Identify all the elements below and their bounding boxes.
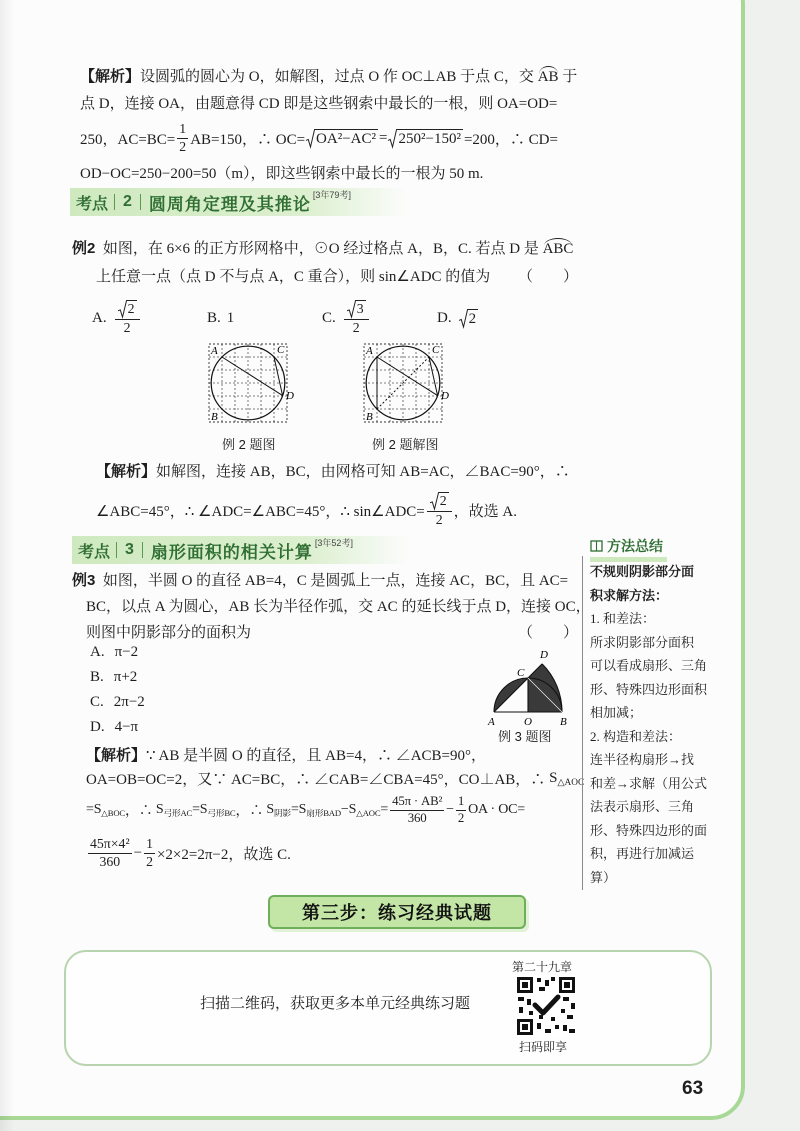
fraction-numerator: [456, 795, 466, 811]
text-run: 3: [356, 301, 364, 317]
area-symbol-subscript: 弓形BC: [207, 808, 236, 819]
analysis-top-line-2: [80, 88, 578, 116]
text-run: 上任意一点（点 D 不与点 A，C 重合），则 sin∠ADC 的值为: [96, 268, 491, 285]
option-value: [458, 309, 480, 328]
fraction-numerator: [390, 795, 444, 811]
grid-border: [209, 344, 287, 422]
text-run: 1: [146, 835, 153, 851]
bold-label: 【解析】: [86, 746, 147, 764]
radical-sign-icon: [459, 309, 468, 328]
book-icon: [590, 540, 603, 552]
fraction-denominator: [406, 811, 429, 826]
method-summary-header: [590, 536, 667, 562]
radicand: [439, 492, 449, 510]
option-value: 2π−2: [113, 693, 145, 710]
area-symbol: [94, 802, 125, 818]
method-body-line: 算）: [590, 869, 617, 885]
method-body-line: 2. 构造和差法：: [590, 728, 682, 744]
example-3-line-2: [86, 591, 591, 619]
text-run: BC，以点 A 为圆心，AB 长为半径作弧，交 AC 的延长线于点 D，连接 OC，: [86, 598, 591, 615]
bold-label: 例3: [72, 571, 96, 589]
option-label: C.: [90, 693, 104, 710]
area-symbol-subscript: △BOC: [101, 808, 125, 819]
fraction-denominator: [456, 811, 466, 826]
text-run: OA²−AC²: [316, 130, 377, 147]
arc-notation: AB: [538, 65, 559, 86]
fraction: [456, 795, 466, 826]
text-run: 250，AC=BC=: [80, 131, 176, 148]
option-value: [227, 310, 235, 327]
example-3-caption: 例 3 题图: [498, 729, 552, 744]
text-run: 2: [439, 493, 447, 509]
section-title: 圆周角定理及其推论: [148, 194, 311, 214]
method-summary-title: 方法总结: [607, 538, 663, 554]
area-symbol-base: S: [93, 802, 102, 817]
text-run: 2: [435, 512, 443, 528]
point-label-c: C: [432, 344, 440, 356]
example-3-option-b: [90, 665, 137, 689]
example-2-option-b: [207, 298, 234, 338]
radicand: [315, 129, 378, 148]
radical-sign-icon: [306, 129, 315, 148]
area-symbol-base: S: [549, 769, 558, 786]
method-body-line: 相加减；: [590, 705, 643, 720]
fraction: [390, 795, 444, 826]
point-label-d: D: [286, 390, 294, 402]
text-run: 2: [352, 320, 360, 336]
fraction-numerator: [427, 492, 452, 512]
text-run: −: [133, 844, 143, 861]
example-2-solution-figure: [358, 338, 454, 432]
area-symbol-subscript: 弓形AC: [163, 808, 193, 819]
square-root: [430, 492, 449, 510]
radical-sign-icon: [388, 129, 397, 148]
point-label-a: A: [211, 345, 218, 357]
section-tag: 考点: [76, 195, 109, 213]
square-root: [459, 309, 479, 328]
example-2-analysis-line-1: [96, 456, 576, 484]
fraction: [144, 837, 155, 870]
radicand: [468, 309, 479, 328]
square-root: [306, 129, 378, 148]
method-body-line: 形、特殊四边形面积: [590, 681, 708, 697]
option-value: π+2: [113, 668, 138, 685]
text-run: AB=150，∴ OC=: [190, 131, 306, 148]
fraction-numerator: [144, 837, 155, 854]
shaded-region-right: [528, 664, 562, 712]
section-header-kaodian-2: [70, 188, 406, 216]
method-body-line: 形、特殊四边形的面: [590, 822, 708, 838]
fraction: [115, 300, 140, 336]
area-symbol: [549, 770, 584, 787]
text-run: 1: [457, 793, 465, 808]
fraction-numerator: [115, 300, 140, 320]
area-symbol-subscript: 阴影: [274, 808, 291, 819]
fraction-denominator: [97, 854, 122, 870]
example-3-option-c: [90, 690, 145, 714]
fraction-denominator: [351, 320, 362, 336]
bold-label: 【解析】: [96, 462, 157, 480]
text-run: 360: [407, 810, 427, 825]
section-number: 2: [114, 194, 141, 210]
radical-sign-icon: [118, 300, 127, 318]
area-symbol: [156, 802, 192, 818]
text-run: 于: [558, 68, 578, 85]
text-run: ，∴: [235, 804, 267, 819]
section-tag: 考点: [78, 543, 111, 561]
area-symbol-base: S: [199, 802, 208, 817]
fraction-numerator: [177, 122, 188, 139]
fraction-numerator: [88, 837, 132, 854]
text-run: =200，∴ CD=: [463, 131, 558, 148]
radicand: [127, 300, 137, 318]
area-symbol-base: S: [298, 802, 307, 817]
answer-parentheses: （ ）: [518, 625, 579, 641]
method-body-line: 所求阴影部分面积: [590, 634, 695, 650]
text-run: 1: [179, 120, 187, 136]
method-body-line: 法表示扇形、三角: [590, 799, 695, 814]
option-value: 4−π: [114, 718, 139, 735]
area-symbol: [266, 802, 291, 818]
example-3-analysis-line-2: [86, 764, 585, 792]
text-run: OA=OB=OC=2，又∵ AC=BC，∴ ∠CAB=∠CBA=45°，CO⊥AB，∴: [86, 771, 550, 788]
section-number: 3: [116, 542, 143, 558]
method-body-line: 和差→求解（用公式: [590, 775, 708, 791]
area-symbol-base: S: [266, 802, 275, 817]
step-3-banner: 第三步：练习经典试题: [268, 895, 526, 929]
text-run: 如图，半圆 O 的直径 AB=4，C 是圆弧上一点，连接 AC，BC，且 AC=: [95, 572, 569, 589]
qr-scan-label: 扫码即享: [519, 1040, 568, 1054]
point-label-b: B: [366, 411, 373, 423]
text-run: ∵ AB 是半圆 O 的直径，且 AB=4，∴ ∠ACB=90°，: [146, 747, 486, 764]
binding-shadow: [0, 0, 14, 1131]
text-run: 45π×4²: [90, 835, 130, 851]
text-run: ，∴: [125, 804, 156, 819]
radicand: [397, 129, 462, 148]
area-symbol-subscript: 扇形BAD: [306, 808, 341, 819]
method-summary-body: [590, 560, 708, 889]
area-symbol: [349, 802, 381, 818]
area-symbol-base: S: [348, 802, 357, 817]
grid-lines: [209, 344, 287, 422]
point-label-a: A: [488, 716, 495, 728]
point-label-b: B: [560, 716, 567, 728]
text-run: ×2×2=2π−2，故选 C.: [156, 846, 291, 863]
example-2-figure: [203, 338, 299, 432]
area-symbol-base: S: [155, 802, 164, 817]
text-run: 设圆弧的圆心为 O，如解图，过点 O 作 OC⊥AB 于点 C，交: [140, 68, 538, 85]
text-run: −: [446, 802, 454, 817]
text-run: ∠ABC=45°，∴ ∠ADC=∠ABC=45°，∴ sin∠ADC=: [96, 503, 425, 520]
qr-code[interactable]: [515, 975, 577, 1037]
text-run: ，故选 A.: [453, 503, 517, 520]
text-run: OD−OC=250−200=50（m），即这些钢索中最长的一根为 50 m.: [80, 165, 484, 182]
qr-promo-text: 扫描二维码，获取更多本单元经典练习题: [200, 995, 471, 1012]
radical-sign-icon: [430, 492, 439, 510]
text-run: 45π · AB²: [392, 793, 443, 808]
method-body-line: 1. 和差法：: [590, 611, 656, 626]
radicand: [356, 300, 366, 318]
analysis-top-line-4: [80, 158, 578, 186]
text-run: 2: [468, 310, 477, 327]
answer-parentheses: （ ）: [518, 269, 579, 285]
example-2-line-1: [72, 233, 574, 261]
example-3-line-3: [86, 617, 486, 645]
option-label: B.: [207, 309, 221, 326]
example-2-analysis-line-2: [96, 490, 576, 530]
point-label-a: A: [366, 345, 373, 357]
analysis-top-line-3: [80, 118, 578, 158]
fraction-denominator: [122, 320, 133, 336]
analysis-top-line-1: [80, 61, 578, 89]
point-label-o: O: [524, 716, 532, 728]
arc-notation: ABC: [543, 237, 574, 258]
option-value: π−2: [114, 643, 139, 660]
qr-chapter-label: 第二十九章: [512, 960, 573, 974]
area-symbol: [200, 802, 236, 818]
text-run: =: [86, 802, 94, 817]
example-2-line-2: [96, 261, 516, 289]
point-label-c: C: [277, 344, 285, 356]
text-run: =: [379, 129, 388, 146]
option-label: D.: [90, 718, 105, 735]
text-run: 如解图，连接 AB，BC，由网格可知 AB=AC，∠BAC=90°，∴: [156, 463, 570, 480]
fraction: [88, 837, 132, 870]
option-label: D.: [437, 309, 452, 326]
section-header-kaodian-3: [72, 536, 408, 564]
fraction: [427, 492, 452, 528]
square-root: [388, 129, 462, 148]
example-2-option-a: [92, 298, 142, 338]
text-run: −: [340, 802, 349, 817]
option-label: C.: [322, 309, 336, 326]
method-body-line: 连半径构扇形→找: [590, 752, 695, 767]
fraction-denominator: [177, 139, 188, 155]
fraction-denominator: [434, 512, 445, 528]
square-root: [118, 300, 137, 318]
example-2-option-d: [437, 298, 479, 338]
section-title: 扇形面积的相关计算: [150, 542, 313, 562]
method-title-line: 不规则阴影部分面: [590, 564, 695, 579]
example-2-solution-caption: 例 2 题解图: [372, 437, 439, 452]
example-2-caption: 例 2 题图: [222, 437, 276, 452]
option-value: [342, 300, 371, 336]
example-3-figure: [486, 638, 576, 728]
fraction: [177, 122, 188, 155]
method-body-line: 可以看成扇形、三角: [590, 658, 708, 673]
text-run: 250²−150²: [398, 130, 461, 147]
text-run: 点 D，连接 OA，由题意得 CD 即是这些钢索中最长的一根，则 OA=OD=: [80, 95, 558, 112]
bold-label: 例2: [72, 239, 96, 257]
radical-sign-icon: [347, 300, 356, 318]
point-label-c: C: [517, 667, 525, 679]
area-symbol-subscript: △AOC: [557, 777, 585, 788]
segment-ad: [222, 357, 283, 396]
fraction-numerator: [344, 300, 369, 320]
example-3-line-1: [72, 565, 572, 593]
bold-label: 【解析】: [80, 67, 141, 85]
point-label-b: B: [211, 411, 218, 423]
area-symbol-subscript: △AOC: [356, 808, 381, 819]
example-2-option-c: [322, 298, 371, 338]
text-run: 2: [179, 138, 187, 154]
text-run: =: [290, 802, 299, 817]
section-frequency: [3年79考]: [312, 189, 351, 200]
text-run: 1: [226, 309, 235, 326]
method-title-line: 积求解方法：: [590, 587, 669, 603]
option-label: B.: [90, 668, 104, 685]
square-root: [347, 300, 366, 318]
option-label: A.: [92, 309, 107, 326]
example-3-option-a: [90, 640, 138, 664]
fraction: [344, 300, 369, 336]
fraction-denominator: [144, 854, 155, 870]
text-run: 如图，在 6×6 的正方形网格中，⊙O 经过格点 A，B，C. 若点 D 是: [95, 240, 543, 257]
text-run: =: [380, 802, 389, 817]
text-run: 360: [99, 853, 121, 869]
text-run: 则图中阴影部分的面积为: [86, 624, 252, 641]
page-number: 63: [682, 1078, 704, 1099]
point-label-d: D: [540, 649, 548, 661]
example-3-option-d: [90, 715, 138, 739]
example-3-analysis-line-3: [86, 790, 578, 830]
text-run: 2: [146, 853, 153, 869]
text-run: 2: [127, 301, 135, 317]
text-run: OA · OC=: [468, 802, 525, 817]
point-label-d: D: [441, 390, 449, 402]
example-3-analysis-line-4: [86, 833, 578, 873]
option-label: A.: [90, 643, 105, 660]
segment-ad: [377, 357, 438, 396]
text-run: 2: [457, 810, 465, 825]
option-value: [113, 300, 142, 336]
text-run: =: [192, 802, 200, 817]
section-frequency: [3年52考]: [314, 537, 353, 548]
area-symbol: [299, 802, 341, 818]
method-body-line: 积，再进行加减运: [590, 846, 695, 861]
text-run: 2: [123, 320, 131, 336]
sidebar-divider: [582, 556, 583, 890]
